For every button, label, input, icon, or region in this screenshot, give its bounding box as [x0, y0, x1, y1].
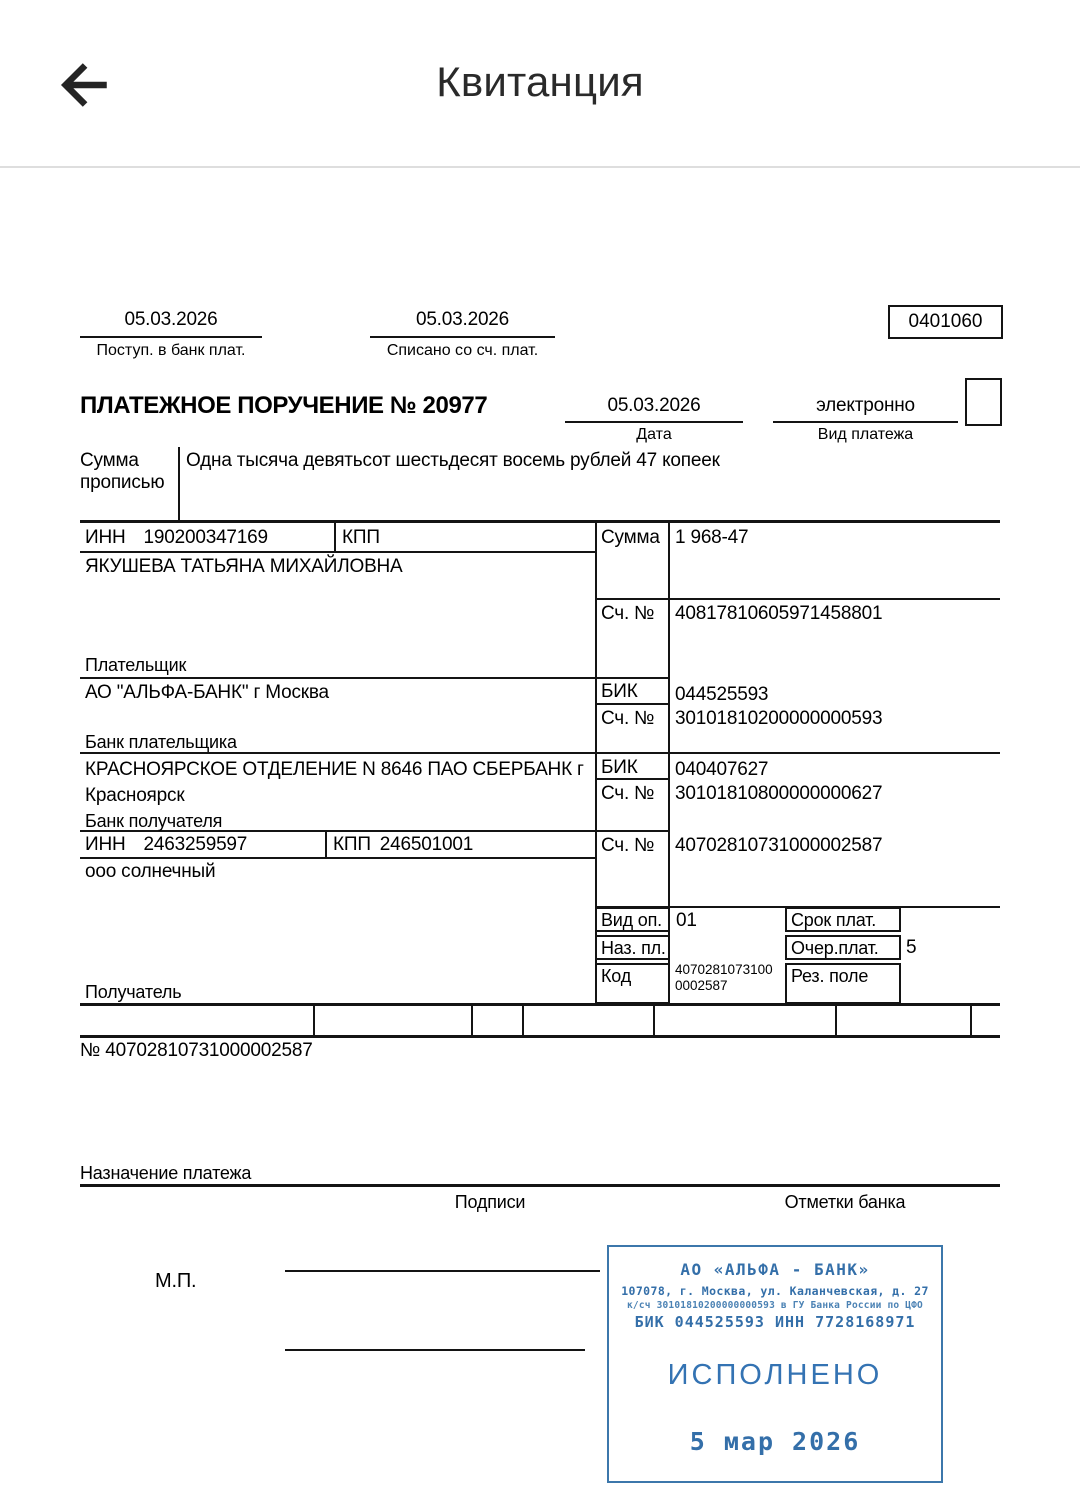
payee-inn-underline — [80, 857, 597, 859]
payee-kpp-value: 246501001 — [379, 834, 474, 855]
payer-bank-account: 30101810200000000593 — [675, 708, 883, 729]
purpose-label: Назначение платежа — [80, 1163, 252, 1183]
payer-underline — [80, 677, 670, 679]
payee-inn-value: 2463259597 — [143, 834, 248, 855]
page-title: Квитанция — [436, 58, 644, 105]
payee-section-label: Получатель — [85, 982, 182, 1002]
cells-divider-1 — [313, 1006, 315, 1035]
res-label: Рез. поле — [791, 966, 869, 986]
payee-account: 40702810731000002587 — [675, 835, 883, 856]
document-title: ПЛАТЕЖНОЕ ПОРУЧЕНИЕ № 20977 — [80, 392, 488, 419]
doc-date-label: Дата — [636, 426, 672, 443]
payer-bank-bik-label: БИК — [601, 681, 638, 702]
payee-inn-label: ИНН — [85, 834, 126, 855]
payer-account: 40817810605971458801 — [675, 603, 883, 624]
cells-divider-5 — [835, 1006, 837, 1035]
sum-value: 1 968-47 — [675, 527, 749, 548]
payer-bank-bik: 044525593 — [675, 684, 769, 705]
stamp-corr-account: к/сч 30101810200000000593 в ГУ Банка России по ЦФО — [627, 1300, 923, 1311]
document-number: № 40702810731000002587 — [80, 1040, 313, 1061]
stamp-status: ИСПОЛНЕНО — [667, 1359, 883, 1391]
form-code-box — [888, 305, 1003, 339]
order-value: 5 — [906, 937, 917, 958]
payer-inn-row — [85, 527, 268, 549]
payer-account-topline — [595, 598, 1000, 600]
amount-words: Одна тысяча девятьсот шестьдесят восемь рублей 47 копеек — [186, 450, 720, 471]
payee-kpp-row — [333, 834, 473, 856]
form-code: 0401060 — [908, 311, 983, 332]
mp-label: М.П. — [155, 1270, 197, 1292]
payee-inn-row — [85, 834, 247, 856]
stamp-date: 5 мар 2026 — [689, 1427, 861, 1456]
due-label: Срок плат. — [791, 910, 877, 930]
payee-account-label: Сч. № — [601, 835, 655, 856]
payee-bank-account-label: Сч. № — [601, 783, 655, 804]
bank-stamp — [607, 1245, 943, 1483]
cells-bottom-line — [80, 1035, 1000, 1038]
code-value — [675, 962, 773, 993]
payer-kpp-label: КПП — [342, 527, 380, 548]
doc-date: 05.03.2026 — [607, 395, 701, 416]
payer-bank-section-label: Банк плательщика — [85, 732, 237, 752]
debited-date-line — [370, 336, 555, 338]
debited-date: 05.03.2026 — [415, 309, 510, 330]
sum-label: Сумма — [601, 527, 660, 548]
payer-kpp-divider — [334, 522, 336, 551]
code-value-line1: 4070281073100 — [675, 962, 773, 977]
cells-divider-6 — [970, 1006, 972, 1035]
signature-line-2 — [285, 1349, 585, 1351]
payee-name: ооо солнечный — [85, 861, 216, 882]
payment-kind: электронно — [816, 395, 915, 416]
cells-divider-2 — [471, 1006, 473, 1035]
cells-divider-3 — [522, 1006, 524, 1035]
payee-kpp-label: КПП — [333, 834, 371, 855]
signature-line-1 — [285, 1270, 600, 1272]
debited-date-label: Списано со сч. плат. — [386, 342, 539, 359]
payer-section-label: Плательщик — [85, 655, 187, 675]
code-value-line2: 0002587 — [675, 977, 728, 993]
code-label: Код — [601, 966, 632, 986]
header-divider — [0, 166, 1080, 168]
payer-bank-account-label: Сч. № — [601, 708, 655, 729]
payee-bank-name: КРАСНОЯРСКОЕ ОТДЕЛЕНИЕ N 8646 ПАО СБЕРБАНК г Красноярск — [85, 759, 584, 806]
status-checkbox — [965, 378, 1002, 426]
payer-name: ЯКУШЕВА ТАТЬЯНА МИХАЙЛОВНА — [85, 556, 403, 577]
purpose-underline — [80, 1184, 1000, 1187]
payer-account-label: Сч. № — [601, 603, 655, 624]
table-top-line — [80, 520, 1000, 523]
opkind-value: 01 — [676, 910, 697, 931]
bank-marks-label: Отметки банка — [784, 1192, 906, 1212]
amount-words-label: Сумма прописью — [80, 450, 165, 493]
payee-bank-account: 30101810800000000627 — [675, 783, 883, 804]
payee-bank-section-label: Банк получателя — [85, 811, 223, 831]
stamp-bik-inn: БИК 044525593 ИНН 7728168971 — [634, 1313, 916, 1331]
payee-bank-bik: 040407627 — [675, 759, 769, 780]
payment-kind-label: Вид платежа — [817, 426, 914, 443]
received-date: 05.03.2026 — [124, 309, 218, 330]
payerbank-bik-underline — [595, 703, 670, 705]
amount-words-divider — [178, 447, 180, 523]
signatures-label: Подписи — [454, 1192, 526, 1212]
doc-date-line — [565, 421, 743, 423]
payer-inn-label: ИНН — [85, 527, 126, 548]
received-date-label: Поступ. в банк плат. — [96, 342, 246, 359]
order-label: Очер.плат. — [791, 938, 879, 958]
payee-kpp-divider — [325, 832, 327, 858]
payee-bank-bik-label: БИК — [601, 757, 638, 778]
stamp-bank-name: АО «АЛЬФА - БАНК» — [680, 1260, 870, 1279]
opkind-label: Вид оп. — [601, 910, 662, 930]
stamp-address: 107078, г. Москва, ул. Каланчевская, д. 27 — [621, 1284, 929, 1298]
payer-bank-name: АО "АЛЬФА-БАНК" г Москва — [85, 682, 329, 703]
payer-inn-value: 190200347169 — [143, 527, 268, 548]
payment-kind-line — [773, 421, 958, 423]
cells-divider-4 — [653, 1006, 655, 1035]
payer-inn-underline — [80, 551, 597, 553]
naz-label: Наз. пл. — [601, 938, 666, 958]
received-date-line — [80, 336, 262, 338]
